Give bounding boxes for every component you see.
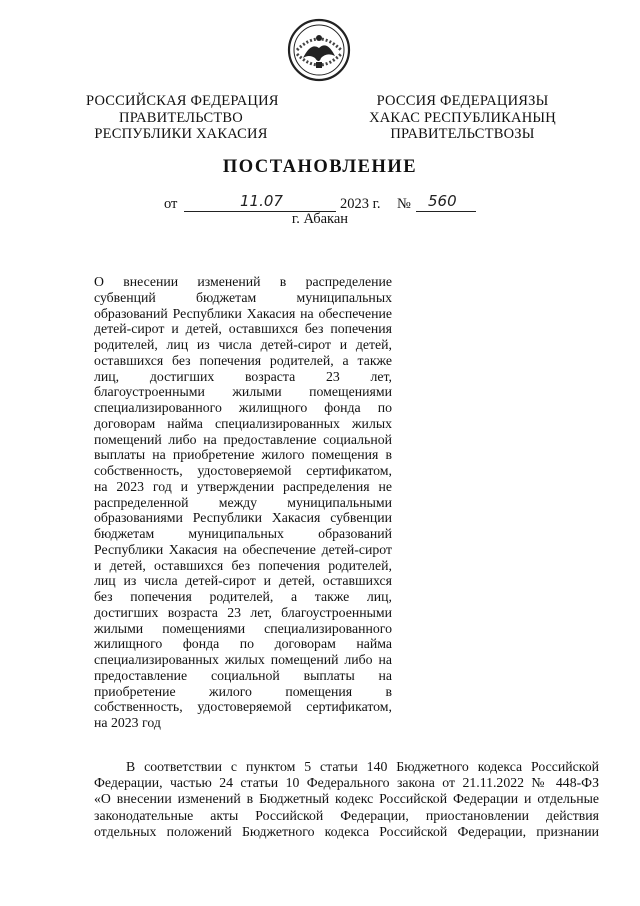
body-line: законодательные акты Российской Федерации, приостановлении действия [94,807,599,823]
subject-line: выплаты на приобретение жилого помещения в [94,447,392,463]
subject-line: помещений либо на предоставление социальной [94,431,392,447]
header-left-line: РЕСПУБЛИКИ ХАКАСИЯ [94,126,268,142]
year-text: 2023 г. [340,196,381,212]
coat-of-arms-emblem [287,18,351,82]
subject-line: собственность, удостоверяемой сертификатом, [94,463,392,478]
subject-line: приобретение жилого помещения в [94,683,392,699]
subject-line: жилыми помещениями специализированного [94,620,392,636]
document-title: ПОСТАНОВЛЕНИЕ [222,157,418,177]
subject-line: образованиями Республики Хакасия субвенции [94,510,392,526]
subject-line: распределенной между муниципальными [94,494,392,510]
subject-line: Республики Хакасия на обеспечение детей-сирот [94,541,392,557]
number-sign: № [397,196,411,212]
subject-line: лиц из числа детей-сирот и детей, оставшихся [94,573,392,589]
subject-line: благоустроенными жилыми помещениями [94,384,392,400]
subject-line: О внесении изменений в распределение [94,274,392,289]
header-right-line: ПРАВИТЕЛЬСТВОЗЫ [390,126,535,142]
subject-line: субвенций бюджетам муниципальных [94,289,392,305]
city-name: г. Абакан [291,211,349,227]
subject-line: образований Республики Хакасия на обеспечение [94,305,392,321]
subject-line: и детей, оставшихся без попечения родителей, [94,557,392,573]
subject-line: оставшихся без попечения родителей, а также [94,352,392,368]
subject-line: достигших возраста 23 лет, благоустроенными [94,604,392,620]
subject-line: родителей, лиц из числа детей-сирот и детей, [94,337,392,352]
subject-line: без попечения родителей, а также лиц, [94,589,392,604]
subject-line: на 2023 год [94,715,161,730]
header-right-line: РОССИЯ ФЕДЕРАЦИЯЗЫ [376,93,549,109]
subject-line: бюджетам муниципальных образований [94,526,392,541]
body-line: Федерации, частью 24 статьи 10 Федерального закона от 21.11.2022 № 448-ФЗ [94,775,599,791]
header-left-line: РОССИЙСКАЯ ФЕДЕРАЦИЯ [86,93,279,109]
header-right-line: ХАКАС РЕСПУБЛИКАНЫҢ [369,109,556,126]
body-line: «О внесении изменений в Бюджетный кодекс Российской Федерации и отдельные [94,791,599,807]
subject-line: предоставление социальной выплаты на [94,667,392,683]
subject-line: договорам найма специализированных жилых [94,415,392,431]
body-text [94,759,599,840]
subject-line: жилищного фонда по договорам найма [94,636,392,652]
subject-line: на 2023 год и утверждении распределения не [94,478,392,494]
subject-line: детей-сирот и детей, оставшихся без попечения [94,321,392,337]
subject-line: лиц, достигших возраста 23 лет, [94,368,392,384]
handwritten-number: 560 [428,192,457,210]
handwritten-date: 11.07 [240,192,283,210]
body-line: В соответствии с пунктом 5 статьи 140 Бюджетного кодекса Российской [126,759,599,774]
date-prefix: от [164,196,178,212]
subject-line: собственность, удостоверяемой сертификатом, [94,699,392,715]
header-left-russian [86,93,279,143]
body-line: отдельных положений Бюджетного кодекса Российской Федерации, признании [94,823,599,839]
subject-line: специализированного жилищного фонда по [94,400,392,415]
header-left-line: ПРАВИТЕЛЬСТВО [119,109,243,126]
subject-line: специализированных жилых помещений либо на [94,652,392,667]
header-right-khakas [365,93,560,143]
subject-block [94,274,392,731]
